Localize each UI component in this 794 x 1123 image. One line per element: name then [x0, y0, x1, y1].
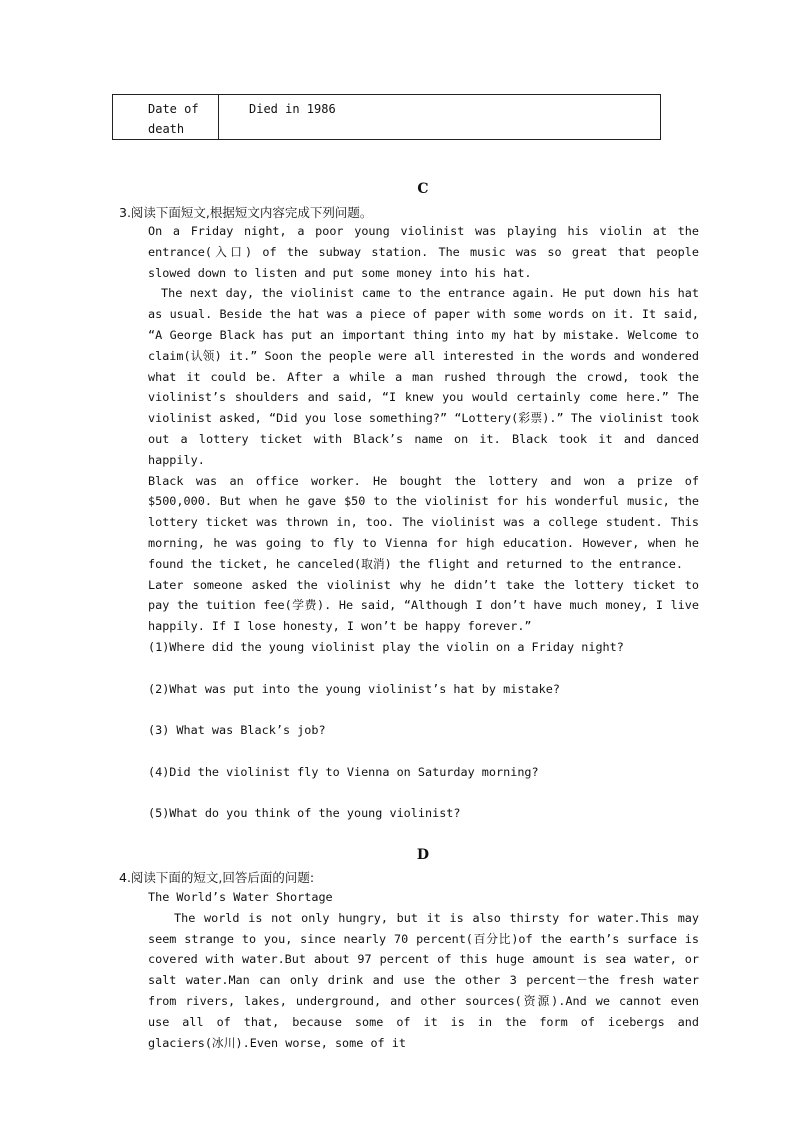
question-3-1: (1)Where did the young violinist play the violin on a Friday night?: [148, 639, 624, 654]
answer-space: [148, 741, 699, 762]
passage-c-paragraph-3: Black was an office worker. He bought the lottery and won a prize of $500,000. But when he gave $50 to the violinist for his wonderful music, the lottery ticket was thrown in, too. The violinist was a college student. This morning, he was going to fly to Vienna for high education. However, when he found the ticket, he canceled(取消) the flight and returned to the entrance.: [148, 473, 699, 571]
question-3-title: 3.阅读下面短文,根据短文内容完成下列问题。: [119, 205, 373, 220]
question-3-5: (5)What do you think of the young violinist?: [148, 806, 461, 821]
passage-c-paragraph-2: The next day, the violinist came to the entrance again. He put down his hat as usual. Beside the hat was a piece of paper with some words on it. It said, “A George Black has put an important thing into my hat by mistake. Welcome to claim(认领) it.” Soon the people were all interested in the words and wondered what it could be. After a while a man rushed through the crowd, took the violinist’s shoulders and said, “I knew you would certainly come here.” The violinist asked, “Did you lose something?” “Lottery(彩票).” The violinist took out a lottery ticket with Black’s name on it. Black took it and danced happily.: [148, 286, 699, 467]
section-c-letter: C: [417, 181, 429, 197]
question-4-title: 4.阅读下面的短文,回答后面的问题:: [119, 870, 315, 885]
section-d-letter: D: [416, 847, 430, 863]
passage-c: [148, 221, 699, 824]
passage-d-subtitle: The World’s Water Shortage: [148, 890, 333, 904]
table-label-cell: Date of death: [113, 95, 219, 140]
table-value-cell: Died in 1986: [219, 95, 661, 140]
fact-table: [112, 94, 661, 140]
answer-space: [148, 783, 699, 804]
question-3-3: (3) What was Black’s job?: [148, 723, 326, 738]
passage-d-paragraph-1: The world is not only hungry, but it is also thirsty for water.This may seem strange to you, since nearly 70 percent(百分比)of the earth’s surface is covered with water.But about 97 percent of this huge amount is sea water, or salt water.Man can only drink and use the other 3 percent－the fresh water from rivers, lakes, underground, and other sources(资源).And we cannot even use all of that, because some of it is in the form of icebergs and glaciers(冰川).Even worse, some of it: [148, 910, 699, 1050]
table-row: [113, 95, 661, 140]
answer-space: [148, 699, 699, 720]
question-3-2: (2)What was put into the young violinist’s hat by mistake?: [148, 681, 560, 696]
question-3-4: (4)Did the violinist fly to Vienna on Saturday morning?: [148, 764, 539, 779]
passage-c-paragraph-4: Later someone asked the violinist why he didn’t take the lottery ticket to pay the tuition fee(学费). He said, “Although I don’t have much money, I live happily. If I lose honesty, I won’t be happy forever.”: [148, 577, 699, 634]
answer-space: [148, 658, 699, 679]
passage-d: [148, 887, 699, 1053]
passage-c-paragraph-1: On a Friday night, a poor young violinist was playing his violin at the entrance(入口) of the subway station. The music was so great that people slowed down to listen and put some money into his hat.: [148, 224, 699, 280]
